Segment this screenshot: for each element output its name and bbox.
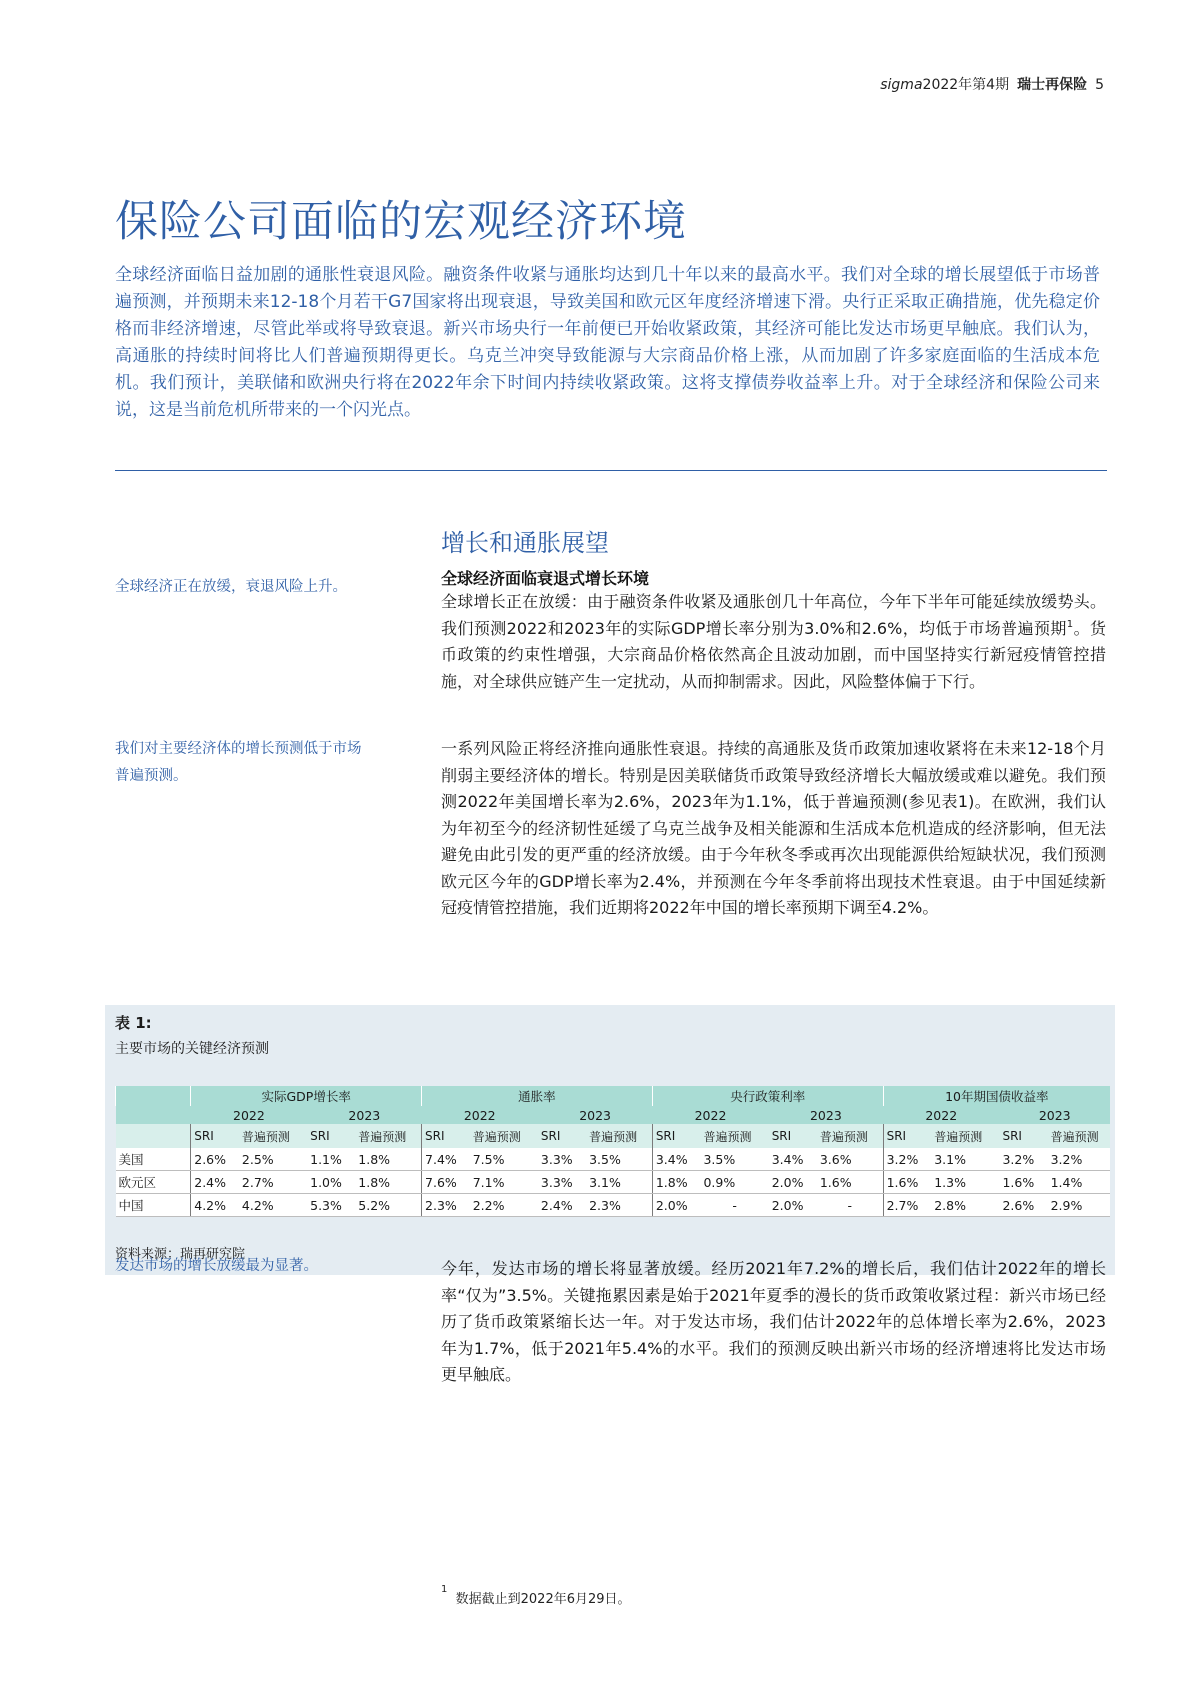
table-cell: 1.6% [817,1171,883,1194]
forecast-table [115,1086,1110,1217]
sub-header-sri: SRI [769,1124,817,1148]
table-cell: 3.3% [538,1148,586,1171]
group-bond-yield: 10年期国债收益率 [883,1086,1110,1106]
table-cell: 3.4% [652,1148,700,1171]
body-paragraph-2: 一系列风险正将经济推向通胀性衰退。持续的高通胀及货币政策加速收紧将在未来12-18个月削弱主要经济体的增长。特别是因美联储货币政策导致经济增长大幅放缓或难以避免。我们预测2022年美国增长率为2.6%，2023年为1.1%，低于普遍预测(参见表1)。在欧洲，我们认为年初至今的经济韧性延缓了乌克兰战争及相关能源和生活成本危机造成的经济影响，但无法避免由此引发的更严重的经济放缓。由于今年秋冬季或再次出现能源供给短缺状况，我们预测欧元区今年的GDP增长率为2.4%，并预测在今年冬季前将出现技术性衰退。由于中国延续新冠疫情管控措施，我们近期将2022年中国的增长率预期下调至4.2%。 [441,739,1106,917]
table-source: 资料来源：瑞再研究院 [115,1247,246,1262]
footnote-mark: 1 [441,1584,448,1595]
table-cell: - [817,1194,883,1217]
table-cell: 3.4% [769,1148,817,1171]
divider [115,470,1107,471]
table-cell: 1.8% [652,1171,700,1194]
table-cell: 7.5% [470,1148,538,1171]
table-cell: 2.0% [769,1171,817,1194]
row-label: 欧元区 [116,1171,191,1194]
table-cell: 2.4% [191,1171,239,1194]
sub-header-sri: SRI [191,1124,239,1148]
year-header: 2022 [652,1106,768,1124]
sub-header-consensus: 普遍预测 [1048,1124,1110,1148]
table-cell: 2.0% [769,1194,817,1217]
issue-label: 2022年第4期 [922,77,1010,93]
sub-header-consensus: 普遍预测 [355,1124,421,1148]
footnote [441,1584,631,1607]
side-note-2: 我们对主要经济体的增长预测低于市场普遍预测。 [115,741,362,784]
sub-header-consensus: 普遍预测 [931,1124,999,1148]
table-cell: 3.2% [1048,1148,1110,1171]
year-header: 2022 [422,1106,538,1124]
table-cell: 3.5% [700,1148,768,1171]
table-cell: 1.6% [999,1171,1047,1194]
table-cell: 0.9% [700,1171,768,1194]
table-cell: 2.6% [191,1148,239,1171]
year-header: 2023 [769,1106,883,1124]
table-cell: 3.2% [883,1148,931,1171]
table-cell: 3.1% [931,1148,999,1171]
table-cell: 5.3% [307,1194,355,1217]
year-header: 2022 [883,1106,999,1124]
running-header [880,74,1104,94]
table-cell: 1.4% [1048,1171,1110,1194]
table-cell: 7.1% [470,1171,538,1194]
row-label: 美国 [116,1148,191,1171]
para1-text-a: 全球增长正在放缓：由于融资条件收紧及通胀创几十年高位，今年下半年可能延续放缓势头。我们预测2022和2023年的实际GDP增长率分别为3.0%和2.6%，均低于市场普遍预期 [441,592,1106,638]
year-header: 2023 [538,1106,652,1124]
sub-header-consensus: 普遍预测 [700,1124,768,1148]
table-cell: 1.1% [307,1148,355,1171]
sub-header-consensus: 普遍预测 [239,1124,307,1148]
table-label: 表 1: [115,1014,152,1032]
table-cell: 2.3% [586,1194,652,1217]
side-note-3: 发达市场的增长放缓最为显著。 [115,1258,318,1274]
table-cell: 2.0% [652,1194,700,1217]
footnote-ref[interactable]: 1 [1066,618,1074,630]
table-cell: 3.6% [817,1148,883,1171]
sub-header-consensus: 普遍预测 [817,1124,883,1148]
lead-paragraph: 全球经济面临日益加剧的通胀性衰退风险。融资条件收紧与通胀均达到几十年以来的最高水平。我们对全球的增长展望低于市场普遍预测，并预期未来12-18个月若干G7国家将出现衰退，导致美国和欧元区年度经济增速下滑。央行正采取正确措施，优先稳定价格而非经济增速，尽管此举或将导致衰退。新兴市场央行一年前便已开始收紧政策，其经济可能比发达市场更早触底。我们认为，高通胀的持续时间将比人们普遍预期得更长。乌克兰冲突导致能源与大宗商品价格上涨，从而加剧了许多家庭面临的生活成本危机。我们预计，美联储和欧洲央行将在2022年余下时间内持续收紧政策。这将支撑债券收益率上升。对于全球经济和保险公司来说，这是当前危机所带来的一个闪光点。 [115,265,1100,420]
sub-header-consensus: 普遍预测 [586,1124,652,1148]
year-header: 2023 [999,1106,1110,1124]
table-cell: 3.2% [999,1148,1047,1171]
group-policy-rate: 央行政策利率 [652,1086,883,1106]
body-paragraph-3: 今年，发达市场的增长将显著放缓。经历2021年7.2%的增长后，我们估计2022年的增长率“仅为”3.5%。关键拖累因素是始于2021年夏季的漫长的货币政策收紧过程：新兴市场已经历了货币政策紧缩长达一年。对于发达市场，我们估计2022年的总体增长率为2.6%，2023年为1.7%，低于2021年5.4%的水平。我们的预测反映出新兴市场的经济增速将比发达市场更早触底。 [441,1259,1106,1384]
table-cell: 3.5% [586,1148,652,1171]
table-cell: 2.9% [1048,1194,1110,1217]
table-cell: 1.8% [355,1171,421,1194]
table-cell: 1.0% [307,1171,355,1194]
table-cell: 5.2% [355,1194,421,1217]
sub-header-sri: SRI [652,1124,700,1148]
row-label: 中国 [116,1194,191,1217]
table-cell: 4.2% [191,1194,239,1217]
table-row [116,1171,1111,1194]
table-cell: 1.6% [883,1171,931,1194]
table-cell: 2.8% [931,1194,999,1217]
year-header: 2023 [307,1106,421,1124]
table-caption: 主要市场的关键经济预测 [115,1041,269,1057]
page-title: 保险公司面临的宏观经济环境 [115,197,687,247]
subsection-title: 全球经济面临衰退式增长环境 [441,569,650,588]
table-cell: 1.8% [355,1148,421,1171]
table-cell: 2.4% [538,1194,586,1217]
group-gdp: 实际GDP增长率 [191,1086,422,1106]
table-cell: 2.3% [422,1194,470,1217]
table-cell: 2.7% [239,1171,307,1194]
section-title: 增长和通胀展望 [441,529,609,557]
sub-header-sri: SRI [883,1124,931,1148]
table-cell: 2.2% [470,1194,538,1217]
sub-header-sri: SRI [307,1124,355,1148]
year-header: 2022 [191,1106,307,1124]
table-row [116,1194,1111,1217]
table-cell: 1.3% [931,1171,999,1194]
table-cell: 2.6% [999,1194,1047,1217]
table-row [116,1148,1111,1171]
table-cell: 3.3% [538,1171,586,1194]
side-note-1: 全球经济正在放缓，衰退风险上升。 [115,579,347,595]
footnote-text: 数据截止到2022年6月29日。 [455,1592,631,1607]
sub-header-sri: SRI [422,1124,470,1148]
table-cell: 7.4% [422,1148,470,1171]
table-cell: 7.6% [422,1171,470,1194]
table-cell: 4.2% [239,1194,307,1217]
publication-name: sigma [880,77,923,93]
publisher-name: 瑞士再保险 [1017,77,1088,93]
sub-header-sri: SRI [538,1124,586,1148]
sub-header-consensus: 普遍预测 [470,1124,538,1148]
page-number: 5 [1095,77,1104,93]
table-cell: 2.7% [883,1194,931,1217]
table-cell: 3.1% [586,1171,652,1194]
body-paragraph-1 [441,589,1106,695]
table-cell: 2.5% [239,1148,307,1171]
table-cell: - [700,1194,768,1217]
para1-text-b: 。货币政策的约束性增强，大宗商品价格依然高企且波动加剧，而中国坚持实行新冠疫情管控措施，对全球供应链产生一定扰动，从而抑制需求。因此，风险整体偏于下行。 [441,618,1106,691]
group-inflation: 通胀率 [422,1086,653,1106]
sub-header-sri: SRI [999,1124,1047,1148]
